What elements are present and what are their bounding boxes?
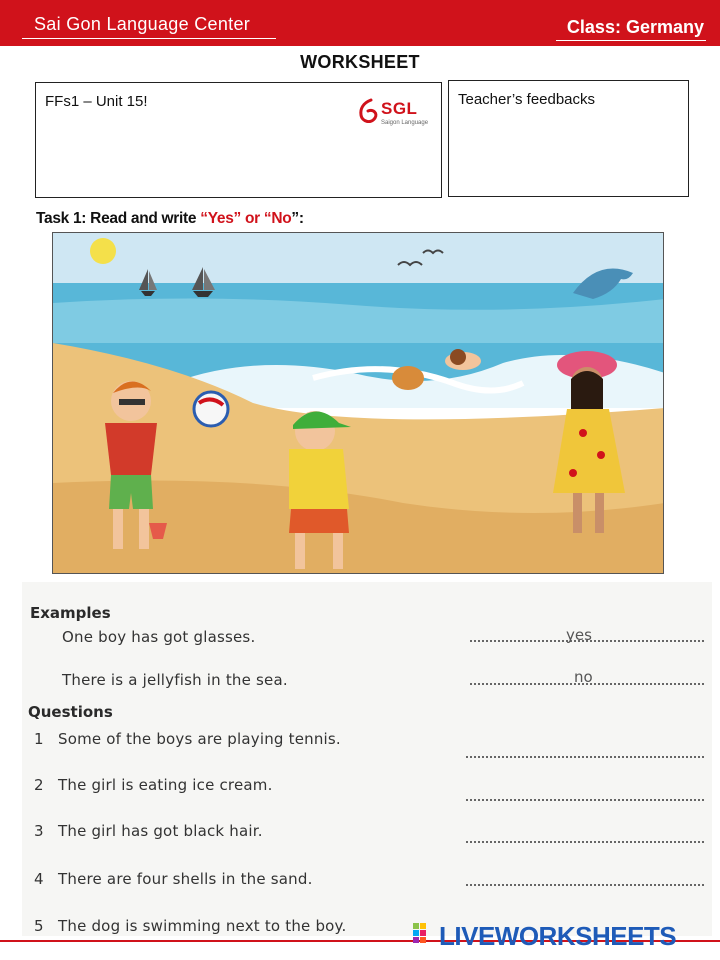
feedback-label: Teacher’s feedbacks	[458, 91, 596, 108]
question-1-number: 1	[34, 730, 44, 748]
center-name: Sai Gon Language Center	[34, 14, 251, 34]
examples-heading: Examples	[30, 604, 111, 622]
example-2-text: There is a jellyfish in the sea.	[62, 671, 288, 689]
question-1-dotted-line	[466, 756, 704, 758]
beach-illustration	[52, 232, 664, 574]
beach-scene-image	[53, 233, 664, 574]
beach-ball-icon	[194, 392, 228, 426]
task-prefix: Task 1: Read and write	[36, 210, 201, 227]
sun-icon	[90, 238, 116, 264]
task-no: No	[271, 210, 292, 227]
liveworksheets-text: LIVEWORKSHEETS	[439, 921, 677, 951]
sgl-logo	[357, 97, 429, 129]
question-4-dotted-line	[466, 884, 704, 886]
header-bar	[0, 0, 720, 46]
question-2-text: The girl is eating ice cream.	[58, 776, 273, 794]
question-2-number: 2	[34, 776, 44, 794]
task-quote-open: “	[200, 210, 208, 227]
task-instruction	[36, 210, 304, 228]
task-yes: Yes	[207, 210, 234, 227]
task-suffix: ”:	[291, 210, 304, 227]
dog-icon	[392, 366, 424, 390]
liveworksheets-icon	[413, 921, 437, 947]
page-title: WORKSHEET	[300, 52, 420, 72]
question-3-answer-input[interactable]	[466, 820, 704, 842]
question-4-text: There are four shells in the sand.	[58, 870, 313, 888]
question-1-answer-input[interactable]	[466, 734, 704, 756]
logo-text: SGL	[381, 99, 418, 118]
task-mid: ” or “	[233, 210, 272, 227]
question-2-answer-input[interactable]	[466, 778, 704, 800]
example-1-answer: yes	[566, 626, 592, 644]
question-1-text: Some of the boys are playing tennis.	[58, 730, 341, 748]
unit-info-box	[35, 82, 442, 198]
example-1-text: One boy has got glasses.	[62, 628, 256, 646]
liveworksheets-logo	[413, 921, 713, 951]
question-3-dotted-line	[466, 841, 704, 843]
header-divider-right	[556, 40, 706, 41]
teacher-feedback-box	[448, 80, 689, 197]
question-5-text: The dog is swimming next to the boy.	[58, 917, 347, 935]
class-label: Class: Germany	[566, 17, 704, 37]
sgl-logo-icon	[357, 97, 381, 127]
question-4-answer-input[interactable]	[466, 862, 704, 884]
questions-heading: Questions	[28, 703, 113, 721]
question-5-number: 5	[34, 917, 44, 935]
question-2-dotted-line	[466, 799, 704, 801]
unit-label: FFs1 – Unit 15!	[45, 93, 148, 110]
question-4-number: 4	[34, 870, 44, 888]
example-2-answer: no	[574, 668, 593, 686]
logo-subtext: Saigon Language	[381, 120, 429, 126]
question-3-number: 3	[34, 822, 44, 840]
header-divider	[22, 38, 276, 39]
question-3-text: The girl has got black hair.	[58, 822, 263, 840]
